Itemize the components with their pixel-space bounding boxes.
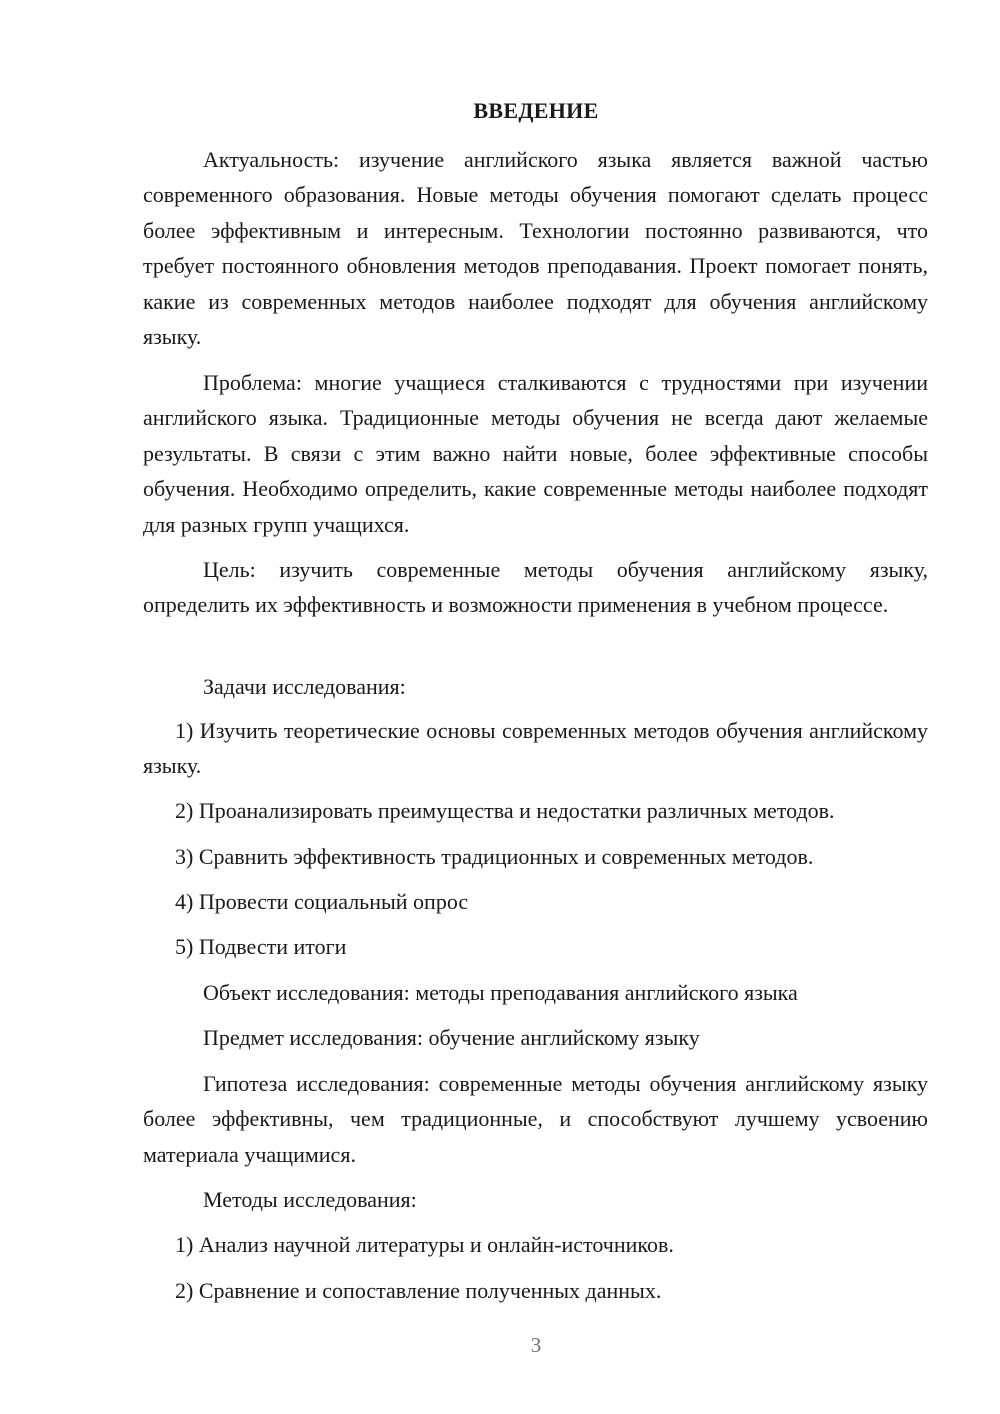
relevance-block — [143, 142, 928, 354]
object-paragraph: Объект исследования: методы преподавания английского языка — [203, 980, 798, 1005]
relevance-paragraph: Актуальность: изучение английского языка является важной частью современного образования. Новые методы обучения помогают сделать процесс более эффективным и интересным. Технологии постоянно развиваются, что требует постоянного обновления методов преподавания. Проект помогает понять, какие из современных методов наиболее подходят для обучения английскому языку. — [143, 147, 928, 350]
method-item-1-block — [143, 1227, 928, 1262]
problem-paragraph: Проблема: многие учащиеся сталкиваются с трудностями при изучении английского языка. Традиционные методы обучения не всегда дают желаемые результаты. В связи с этим важно найти новые, более эффективные способы обучения. Необходимо определить, какие современные методы наиболее подходят для разных групп учащихся. — [143, 370, 928, 537]
task-item: 2) Проанализировать преимущества и недостатки различных методов. — [175, 798, 835, 823]
task-item: 1) Изучить теоретические основы современных методов обучения английскому языку. — [143, 718, 928, 779]
tasks-heading: Задачи исследования: — [203, 674, 406, 699]
goal-paragraph: Цель: изучить современные методы обучения английскому языку, определить их эффективность и возможности применения в учебном процессе. — [143, 557, 928, 618]
task-item: 5) Подвести итоги — [175, 934, 347, 959]
task-item-4-block — [143, 884, 928, 919]
tasks-heading-block — [143, 669, 928, 704]
task-item-3-block — [143, 839, 928, 874]
subject-paragraph: Предмет исследования: обучение английскому языку — [203, 1025, 700, 1050]
method-item-2-block — [143, 1273, 928, 1308]
task-item-1-block — [143, 713, 928, 784]
task-item: 3) Сравнить эффективность традиционных и современных методов. — [175, 844, 814, 869]
hypothesis-paragraph: Гипотеза исследования: современные методы обучения английскому языку более эффективны, чем традиционные, и способствуют лучшему усвоению материала учащимися. — [143, 1071, 928, 1167]
goal-block — [143, 552, 928, 623]
method-item: 1) Анализ научной литературы и онлайн-источников. — [175, 1232, 674, 1257]
task-item: 4) Провести социальный опрос — [175, 889, 469, 914]
page-title: ВВЕДЕНИЕ — [473, 98, 599, 123]
methods-heading-block — [143, 1182, 928, 1217]
task-item-2-block — [143, 793, 928, 828]
methods-heading: Методы исследования: — [203, 1187, 417, 1212]
hypothesis-block — [143, 1066, 928, 1172]
method-item: 2) Сравнение и сопоставление полученных данных. — [175, 1278, 662, 1303]
object-block — [143, 975, 928, 1010]
problem-block — [143, 365, 928, 542]
subject-block — [143, 1020, 928, 1055]
task-item-5-block — [143, 929, 928, 964]
page-number: 3 — [530, 1333, 542, 1357]
